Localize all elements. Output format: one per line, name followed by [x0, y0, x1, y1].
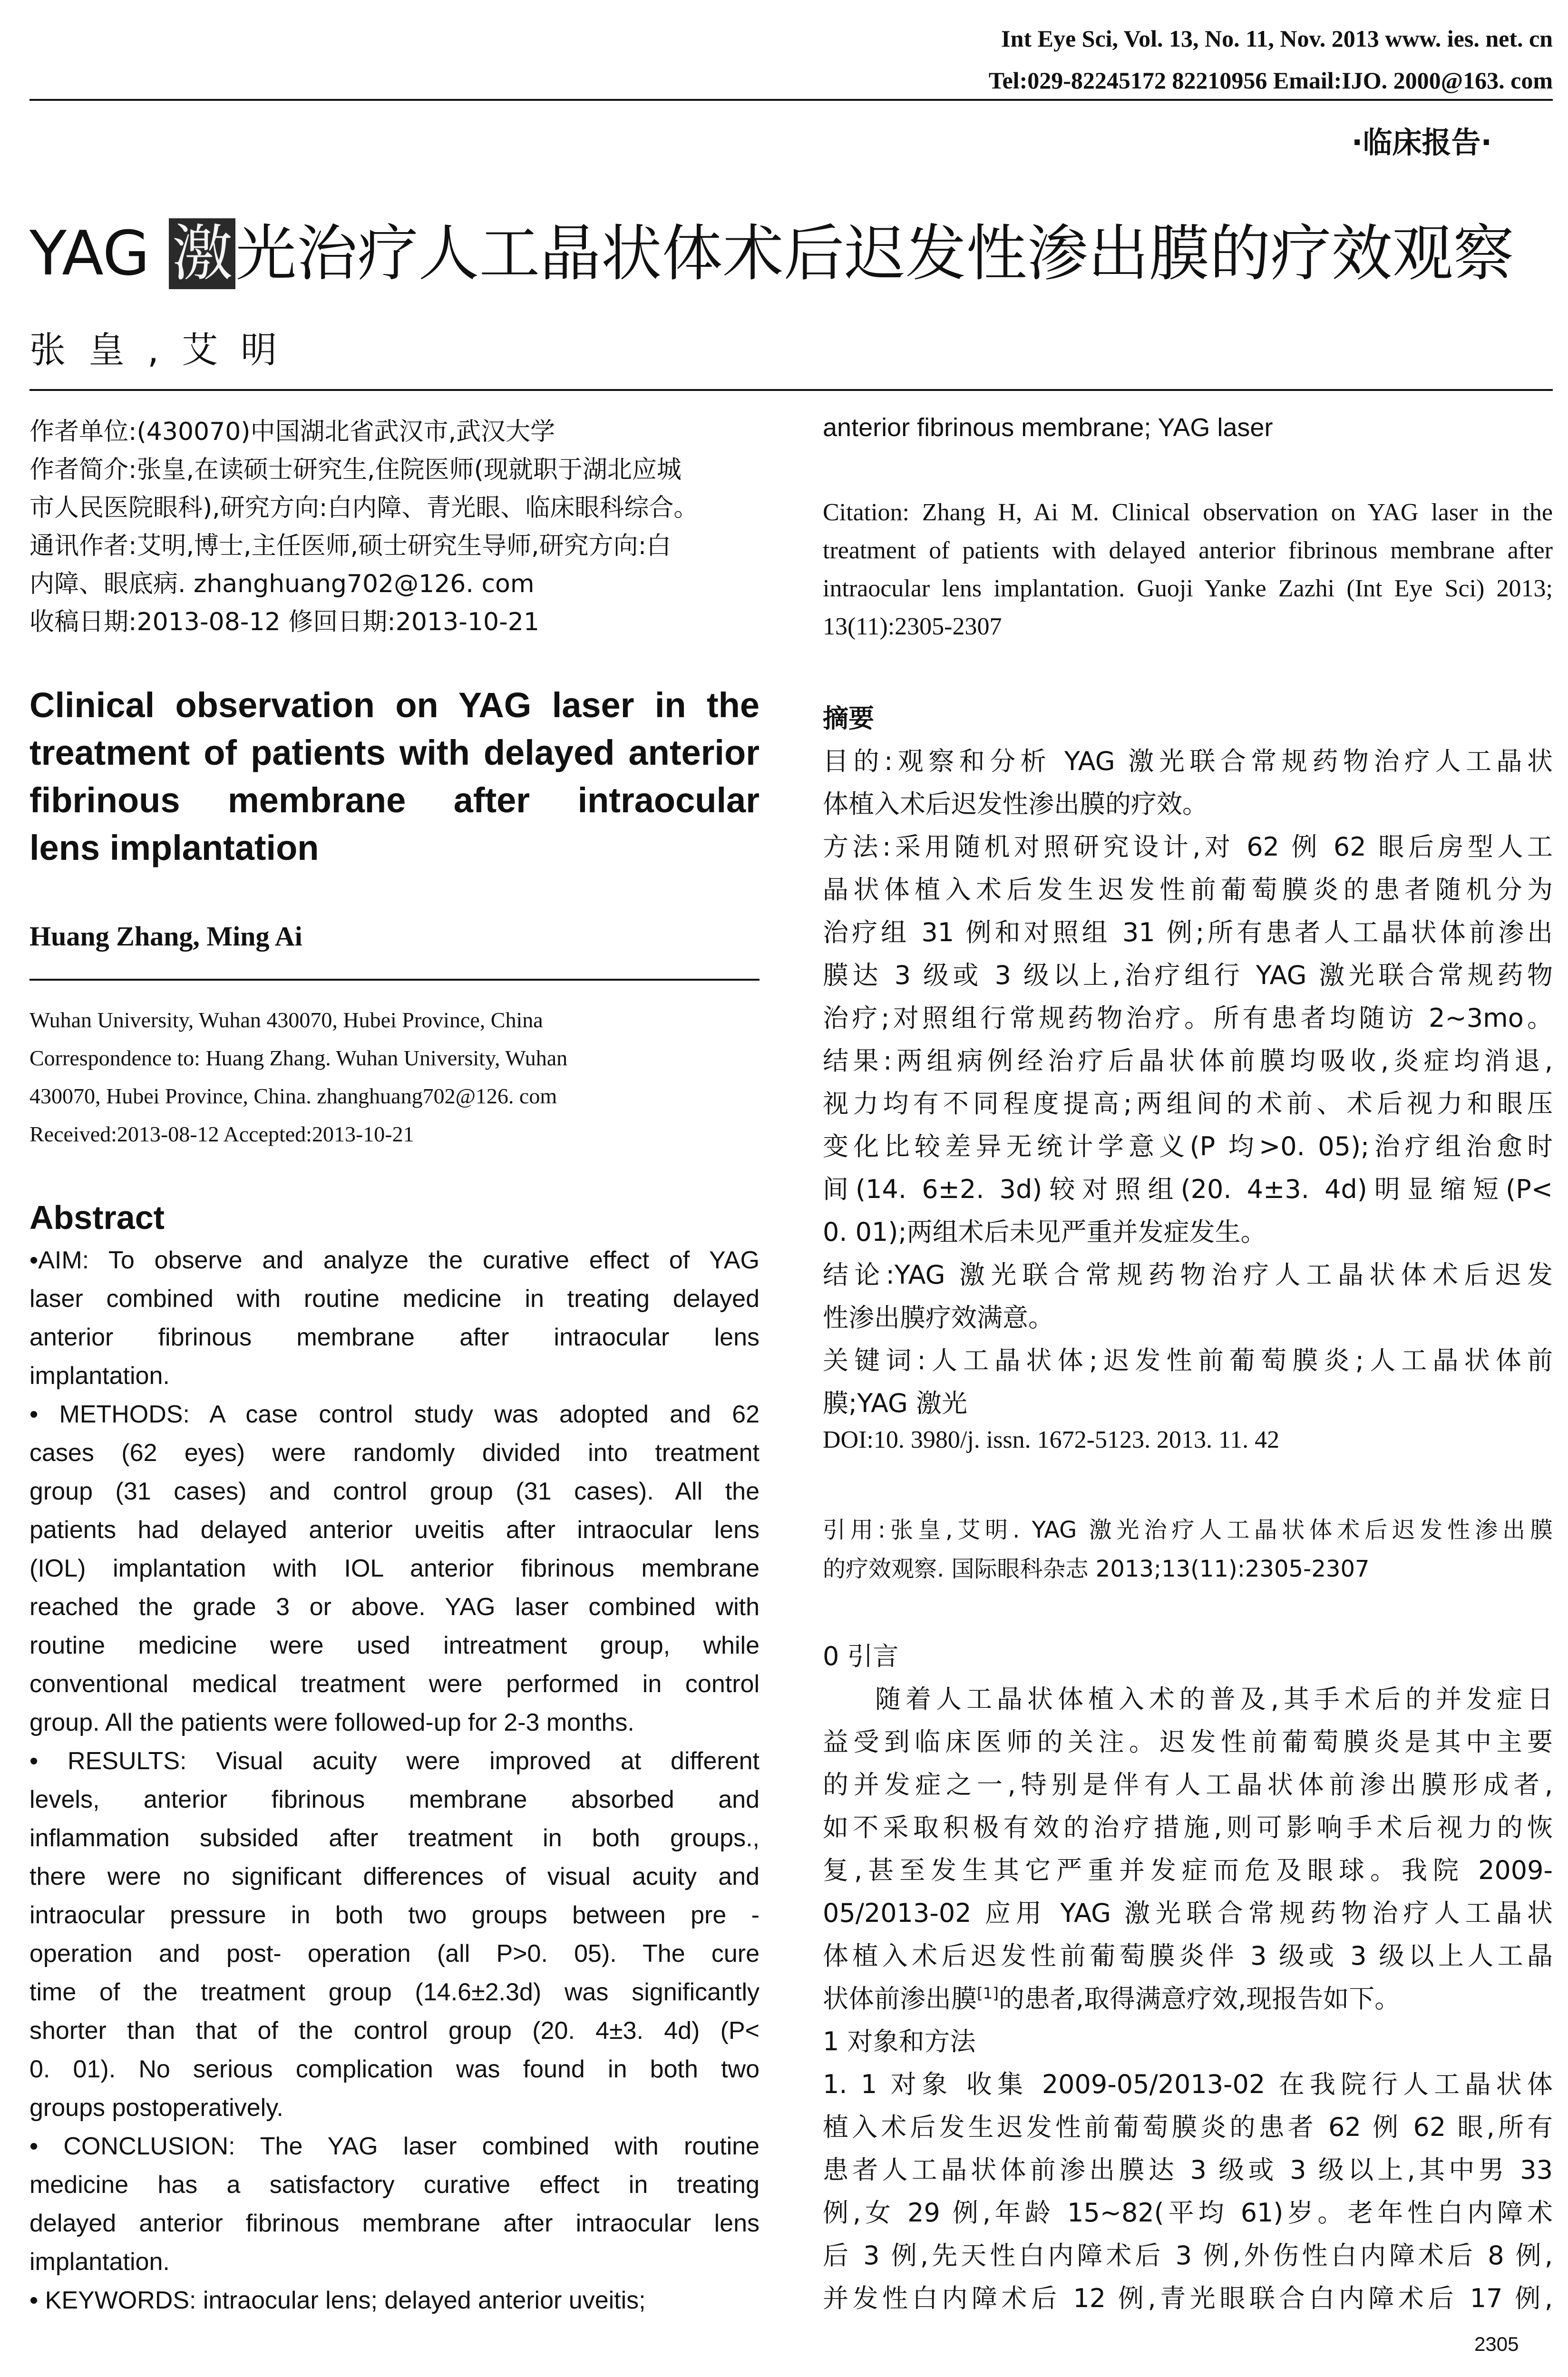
intro-line: 随着人工晶状体植入术的普及,其手术后的并发症日: [875, 1684, 1553, 1714]
abstract-line: 0. 01). No serious complication was found in both two: [29, 2056, 760, 2083]
abstract-line: patients had delayed anterior uveitis after intraocular lens: [29, 1516, 760, 1544]
title-highlight: 激: [169, 218, 235, 289]
journal-info: Int Eye Sci, Vol. 13, No. 11, Nov. 2013 www. ies. net. cn: [1001, 25, 1553, 52]
author-info-line: 市人民医院眼科),研究方向:白内障、青光眼、临床眼科综合。: [29, 494, 699, 522]
intro-text: 状体前渗出膜: [823, 1984, 977, 2014]
intro-line: 如不采取积极有效的治疗措施,则可影响手术后视力的恢: [823, 1812, 1553, 1842]
title-en-line: Clinical observation on YAG laser in the: [29, 685, 760, 725]
abstract-line: • CONCLUSION: The YAG laser combined with routine: [29, 2133, 760, 2160]
doi: DOI:10. 3980/j. issn. 1672-5123. 2013. 11. 42: [823, 1426, 1280, 1453]
author-info-line: 收稿日期:2013-08-12 修回日期:2013-10-21: [29, 608, 539, 636]
title-rule: [29, 389, 1553, 391]
abstract-cn-line: 体植入术后迟发性渗出膜的疗效。: [823, 789, 1208, 819]
abstract-line: (IOL) implantation with IOL anterior fibrinous membrane: [29, 1555, 760, 1582]
title-rest: 光治疗人工晶状体术后迟发性渗出膜的疗效观察: [235, 218, 1514, 289]
affiliation-line: Wuhan University, Wuhan 430070, Hubei Province, China: [29, 1008, 543, 1032]
abstract-line: there were no significant differences of visual acuity and: [29, 1863, 760, 1890]
abstract-line: conventional medical treatment were performed in control: [29, 1670, 760, 1698]
abstract-cn-line: 晶状体植入术后发生迟发性前葡萄膜炎的患者随机分为: [823, 875, 1553, 905]
abstract-line: • KEYWORDS: intraocular lens; delayed anterior uveitis;: [29, 2287, 646, 2314]
methods-line: 并发性白内障术后 12 例,青光眼联合白内障术后 17 例,: [823, 2283, 1553, 2313]
methods-line: 1. 1 对象 收集 2009-05/2013-02 在我院行人工晶状体: [823, 2069, 1553, 2099]
abstract-line: routine medicine were used intreatment group, while: [29, 1632, 760, 1659]
abstract-line: time of the treatment group (14.6±2.3d) was significantly: [29, 1978, 760, 2006]
intro-line: 05/2013-02 应用 YAG 激光联合常规药物治疗人工晶状: [823, 1898, 1553, 1928]
abstract-line: • RESULTS: Visual acuity were improved at different: [29, 1747, 760, 1775]
abstract-cn-line: 变化比较差异无统计学意义(P 均>0. 05);治疗组治愈时: [823, 1131, 1553, 1161]
author-info-line: 作者简介:张皇,在读硕士研究生,住院医师(现就职于湖北应城: [29, 456, 682, 484]
citation-cn-line: 的疗效观察. 国际眼科杂志 2013;13(11):2305-2307: [823, 1556, 1370, 1582]
section-label: ·临床报告·: [1351, 125, 1492, 160]
abstract-line: implantation.: [29, 2248, 170, 2276]
contact-info: Tel:029-82245172 82210956 Email:IJO. 2000@163. com: [988, 67, 1553, 94]
intro-line: 益受到临床医师的关注。迟发性前葡萄膜炎是其中主要: [823, 1727, 1553, 1757]
authors-rule: [29, 979, 760, 981]
page-title-cn: [29, 205, 1561, 292]
citation-en-line: 13(11):2305-2307: [823, 613, 1002, 640]
abstract-cn-line: 结果:两组病例经治疗后晶状体前膜均吸收,炎症均消退,: [823, 1046, 1553, 1076]
abstract-cn-line: 0. 01);两组术后未见严重并发症发生。: [823, 1217, 1266, 1247]
abstract-line: cases (62 eyes) were randomly divided into treatment: [29, 1439, 760, 1467]
abstract-line: group (31 cases) and control group (31 cases). All the: [29, 1478, 760, 1505]
affiliation-line: Received:2013-08-12 Accepted:2013-10-21: [29, 1122, 414, 1146]
abstract-line: inflammation subsided after treatment in both groups.,: [29, 1824, 760, 1852]
title-prefix: YAG: [29, 218, 169, 289]
citation-cn-line: 引用:张皇,艾明. YAG 激光治疗人工晶状体术后迟发性渗出膜: [823, 1517, 1553, 1543]
methods-line: 患者人工晶状体前渗出膜达 3 级或 3 级以上,其中男 33: [823, 2155, 1553, 2185]
title-en-line: fibrinous membrane after intraocular: [29, 780, 760, 820]
abstract-line: groups postoperatively.: [29, 2094, 283, 2122]
citation-en-line: treatment of patients with delayed anterior fibrinous membrane after: [823, 537, 1553, 564]
abstract-cn-heading: 摘要: [823, 703, 874, 733]
abstract-cn-line: 结论:YAG 激光联合常规药物治疗人工晶状体术后迟发: [823, 1260, 1553, 1290]
abstract-cn-line: 治疗;对照组行常规药物治疗。所有患者均随访 2~3mo。: [823, 1003, 1553, 1033]
intro-line: 的并发症之一,特别是伴有人工晶状体前渗出膜形成者,: [823, 1770, 1553, 1800]
keywords-en-continued: anterior fibrinous membrane; YAG laser: [823, 413, 1273, 442]
affiliation-line: Correspondence to: Huang Zhang. Wuhan University, Wuhan: [29, 1046, 568, 1070]
author-info-line: 通讯作者:艾明,博士,主任医师,硕士研究生导师,研究方向:白: [29, 532, 672, 560]
abstract-line: medicine has a satisfactory curative effect in treating: [29, 2171, 760, 2199]
abstract-cn-line: 视力均有不同程度提高;两组间的术前、术后视力和眼压: [823, 1089, 1553, 1119]
methods-heading: 1 对象和方法: [823, 2026, 976, 2056]
abstract-line: intraocular pressure in both two groups between pre -: [29, 1901, 760, 1929]
title-en-line: lens implantation: [29, 828, 319, 867]
author-info-line: 内障、眼底病. zhanghuang702@126. com: [29, 570, 535, 598]
abstract-line: operation and post- operation (all P>0. 05). The cure: [29, 1940, 760, 1968]
abstract-cn-line: 关键词:人工晶状体;迟发性前葡萄膜炎;人工晶状体前: [823, 1345, 1553, 1375]
intro-heading: 0 引言: [823, 1641, 899, 1671]
abstract-cn-line: 膜;YAG 激光: [823, 1388, 967, 1418]
abstract-cn-line: 方法:采用随机对照研究设计,对 62 例 62 眼后房型人工: [823, 832, 1553, 862]
author-info-line: 作者单位:(430070)中国湖北省武汉市,武汉大学: [29, 418, 555, 446]
intro-line: 复,甚至发生其它严重并发症而危及眼球。我院 2009-: [823, 1855, 1553, 1885]
abstract-cn-line: 间(14. 6±2. 3d)较对照组(20. 4±3. 4d)明显缩短(P<: [823, 1174, 1553, 1204]
authors-en: Huang Zhang, Ming Ai: [29, 921, 302, 952]
intro-text: 的患者,取得满意疗效,现报告如下。: [998, 1984, 1401, 2014]
intro-line: [823, 1978, 1553, 2015]
abstract-line: delayed anterior fibrinous membrane after intraocular lens: [29, 2210, 760, 2237]
abstract-line: group. All the patients were followed-up for 2-3 months.: [29, 1709, 634, 1736]
title-en-line: treatment of patients with delayed anterior: [29, 733, 760, 772]
abstract-line: laser combined with routine medicine in treating delayed: [29, 1285, 760, 1313]
abstract-line: implantation.: [29, 1362, 170, 1390]
citation-en-line: Citation: Zhang H, Ai M. Clinical observation on YAG laser in the: [823, 499, 1553, 526]
header-rule: [29, 99, 1553, 101]
abstract-line: reached the grade 3 or above. YAG laser combined with: [29, 1593, 760, 1621]
citation-en-line: intraocular lens implantation. Guoji Yanke Zazhi (Int Eye Sci) 2013;: [823, 575, 1553, 602]
affiliation-line: 430070, Hubei Province, China. zhanghuang702@126. com: [29, 1084, 557, 1108]
authors-cn: 张皇,艾明: [29, 329, 300, 371]
abstract-cn-line: 目的:观察和分析 YAG 激光联合常规药物治疗人工晶状: [823, 746, 1553, 776]
abstract-cn-line: 膜达 3 级或 3 级以上,治疗组行 YAG 激光联合常规药物: [823, 960, 1553, 990]
page-number: 2305: [1474, 2333, 1519, 2355]
abstract-cn-line: 性渗出膜疗效满意。: [823, 1303, 1054, 1333]
methods-line: 植入术后发生迟发性前葡萄膜炎的患者 62 例 62 眼,所有: [823, 2112, 1553, 2142]
abstract-line: anterior fibrinous membrane after intraocular lens: [29, 1324, 760, 1351]
abstract-line: • METHODS: A case control study was adopted and 62: [29, 1401, 760, 1428]
intro-line: 体植入术后迟发性前葡萄膜炎伴 3 级或 3 级以上人工晶: [823, 1941, 1553, 1971]
abstract-cn-line: 治疗组 31 例和对照组 31 例;所有患者人工晶状体前渗出: [823, 917, 1553, 947]
abstract-heading: Abstract: [29, 1199, 165, 1236]
abstract-line: shorter than that of the control group (20. 4±3. 4d) (P<: [29, 2017, 760, 2045]
methods-line: 后 3 例,先天性白内障术后 3 例,外伤性白内障术后 8 例,: [823, 2241, 1553, 2270]
abstract-line: levels, anterior fibrinous membrane absorbed and: [29, 1786, 760, 1813]
abstract-line: •AIM: To observe and analyze the curative effect of YAG: [29, 1247, 760, 1274]
reference-link[interactable]: [1]: [977, 1984, 999, 2002]
methods-line: 例,女 29 例,年龄 15~82(平均 61)岁。老年性白内障术: [823, 2198, 1553, 2228]
